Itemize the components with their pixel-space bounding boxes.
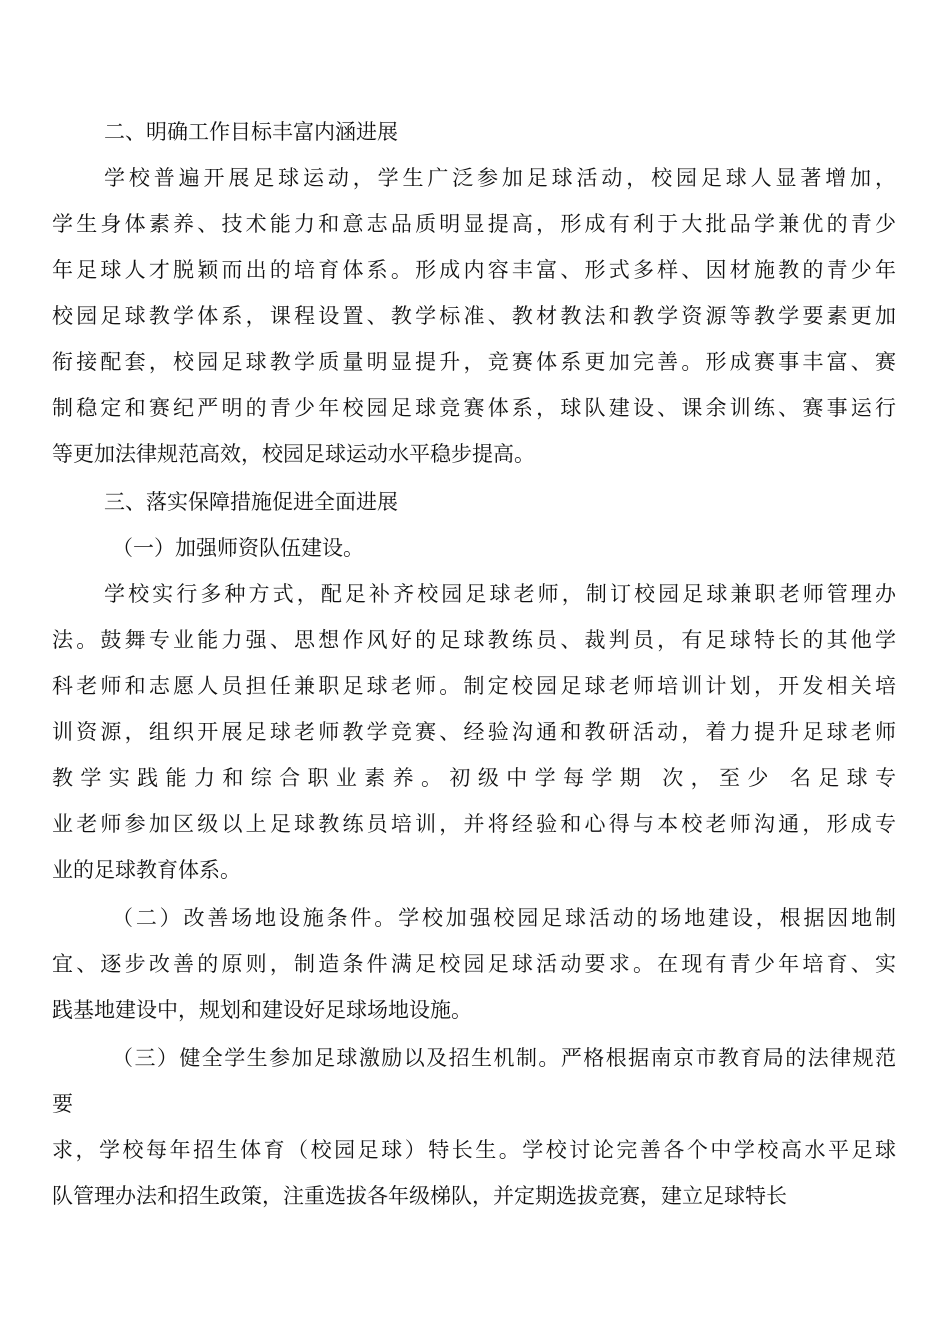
paragraph-line: 践基地建设中，规划和建设好足球场地设施。 xyxy=(52,998,472,1022)
section-heading-3: 三、落实保障措施促进全面进展 xyxy=(104,490,398,514)
paragraph-line: （三）健全学生参加足球激励以及招生机制。严格根据南京市教育局的法律规范 xyxy=(112,1046,896,1070)
section-heading-2: 二、明确工作目标丰富内涵进展 xyxy=(104,120,398,144)
paragraph-line: 校园足球教学体系，课程设置、教学标准、教材教法和教学资源等教学要素更加 xyxy=(52,304,896,328)
paragraph-line: 年足球人才脱颖而出的培育体系。形成内容丰富、形式多样、因材施教的青少年 xyxy=(52,258,896,282)
paragraph-line: 要 xyxy=(52,1092,73,1116)
paragraph-line: （二）改善场地设施条件。学校加强校园足球活动的场地建设，根据因地制 xyxy=(112,906,896,930)
paragraph-line: 衔接配套，校园足球教学质量明显提升，竞赛体系更加完善。形成赛事丰富、赛 xyxy=(52,350,896,374)
paragraph-line: 教学实践能力和综合职业素养。初级中学每学期 次，至少 名足球专 xyxy=(52,766,896,790)
paragraph-line: 业的足球教育体系。 xyxy=(52,858,241,882)
paragraph-line: 学校实行多种方式，配足补齐校园足球老师，制订校园足球兼职老师管理办 xyxy=(104,582,896,606)
paragraph-line: 科老师和志愿人员担任兼职足球老师。制定校园足球老师培训计划，开发相关培 xyxy=(52,674,896,698)
paragraph-line: 等更加法律规范高效，校园足球运动水平稳步提高。 xyxy=(52,442,535,466)
paragraph-line: 制稳定和赛纪严明的青少年校园足球竞赛体系，球队建设、课余训练、赛事运行 xyxy=(52,396,896,420)
paragraph-line: 业老师参加区级以上足球教练员培训，并将经验和心得与本校老师沟通，形成专 xyxy=(52,812,896,836)
subsection-heading-1: （一）加强师资队伍建设。 xyxy=(112,536,364,560)
paragraph-line: 队管理办法和招生政策，注重选拔各年级梯队，并定期选拔竞赛，建立足球特长 xyxy=(52,1184,787,1208)
paragraph-line: 训资源，组织开展足球老师教学竞赛、经验沟通和教研活动，着力提升足球老师 xyxy=(52,720,896,744)
paragraph-line: 宜、逐步改善的原则，制造条件满足校园足球活动要求。在现有青少年培育、实 xyxy=(52,952,896,976)
paragraph-line: 学校普遍开展足球运动，学生广泛参加足球活动，校园足球人显著增加， xyxy=(104,166,896,190)
paragraph-line: 学生身体素养、技术能力和意志品质明显提高，形成有利于大批品学兼优的青少 xyxy=(52,212,896,236)
paragraph-line: 求，学校每年招生体育（校园足球）特长生。学校讨论完善各个中学校高水平足球 xyxy=(52,1138,896,1162)
paragraph-line: 法。鼓舞专业能力强、思想作风好的足球教练员、裁判员，有足球特长的其他学 xyxy=(52,628,896,652)
